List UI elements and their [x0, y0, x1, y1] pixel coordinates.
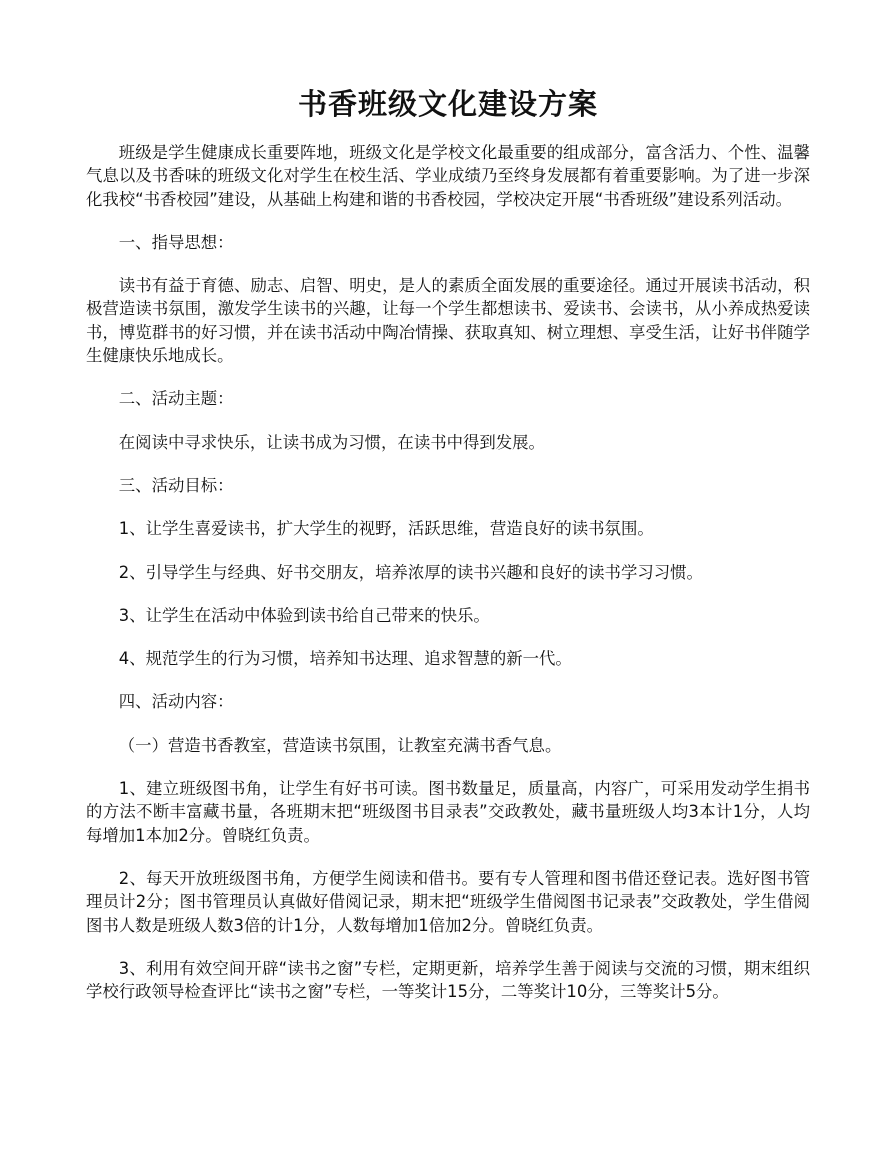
goal-item-1: 1、让学生喜爱读书，扩大学生的视野，活跃思维，营造良好的读书氛围。 [118, 519, 654, 539]
content-item-1: 1、建立班级图书角，让学生有好书可读。图书数量足，质量高，内容广，可采用发动学生捐书的方法不断丰富藏书量，各班期末把“班级图书目录表”交政教处，藏书量班级人均3本计1分，人均每增加1本加2分。曾晓红负责。 [86, 779, 810, 845]
section-heading-goals: 三、活动目标： [118, 475, 234, 495]
goal-item-4: 4、规范学生的行为习惯，培养知书达理、追求智慧的新一代。 [118, 649, 572, 669]
document-body [86, 141, 810, 1023]
content-item-2: 2、每天开放班级图书角，方便学生阅读和借书。要有专人管理和图书借还登记表。选好图书管理员计2分；图书管理员认真做好借阅记录，期末把“班级学生借阅图书记录表”交政教处，学生借阅图书人数是班级人数3倍的计1分，人数每增加1倍加2分。曾晓红负责。 [86, 868, 810, 935]
section-heading-theme: 二、活动主题： [118, 389, 234, 409]
goal-item-3: 3、让学生在活动中体验到读书给自己带来的快乐。 [118, 605, 490, 625]
paragraph-intro: 班级是学生健康成长重要阵地，班级文化是学校文化最重要的组成部分，富含活力、个性、温馨气息以及书香味的班级文化对学生在校生活、学业成绩乃至终身发展都有着重要影响。为了进一步深化我校“书香校园”建设，从基础上构建和谐的书香校园，学校决定开展“书香班级”建设系列活动。 [86, 143, 810, 209]
goal-item-2: 2、引导学生与经典、好书交朋友，培养浓厚的读书兴趣和良好的读书学习习惯。 [118, 562, 703, 582]
section-heading-content: 四、活动内容： [118, 692, 234, 712]
paragraph-theme: 在阅读中寻求快乐，让读书成为习惯，在读书中得到发展。 [118, 432, 545, 452]
paragraph-guiding-thought: 读书有益于育德、励志、启智、明史，是人的素质全面发展的重要途径。通过开展读书活动，积极营造读书氛围，激发学生读书的兴趣，让每一个学生都想读书、爱读书、会读书，从小养成热爱读书，博览群书的好习惯，并在读书活动中陶冶情操、获取真知、树立理想、享受生活，让好书伴随学生健康快乐地成长。 [86, 276, 810, 366]
subsection-heading-classroom: （一）营造书香教室，营造读书氛围，让教室充满书香气息。 [118, 735, 562, 755]
document-title: 书香班级文化建设方案 [297, 87, 598, 121]
section-heading-guiding-thought: 一、指导思想： [118, 232, 234, 252]
content-item-3: 3、利用有效空间开辟“读书之窗”专栏，定期更新，培养学生善于阅读与交流的习惯，期末组织学校行政领导检查评比“读书之窗”专栏，一等奖计15分，二等奖计10分，三等奖计5分。 [86, 958, 810, 1002]
